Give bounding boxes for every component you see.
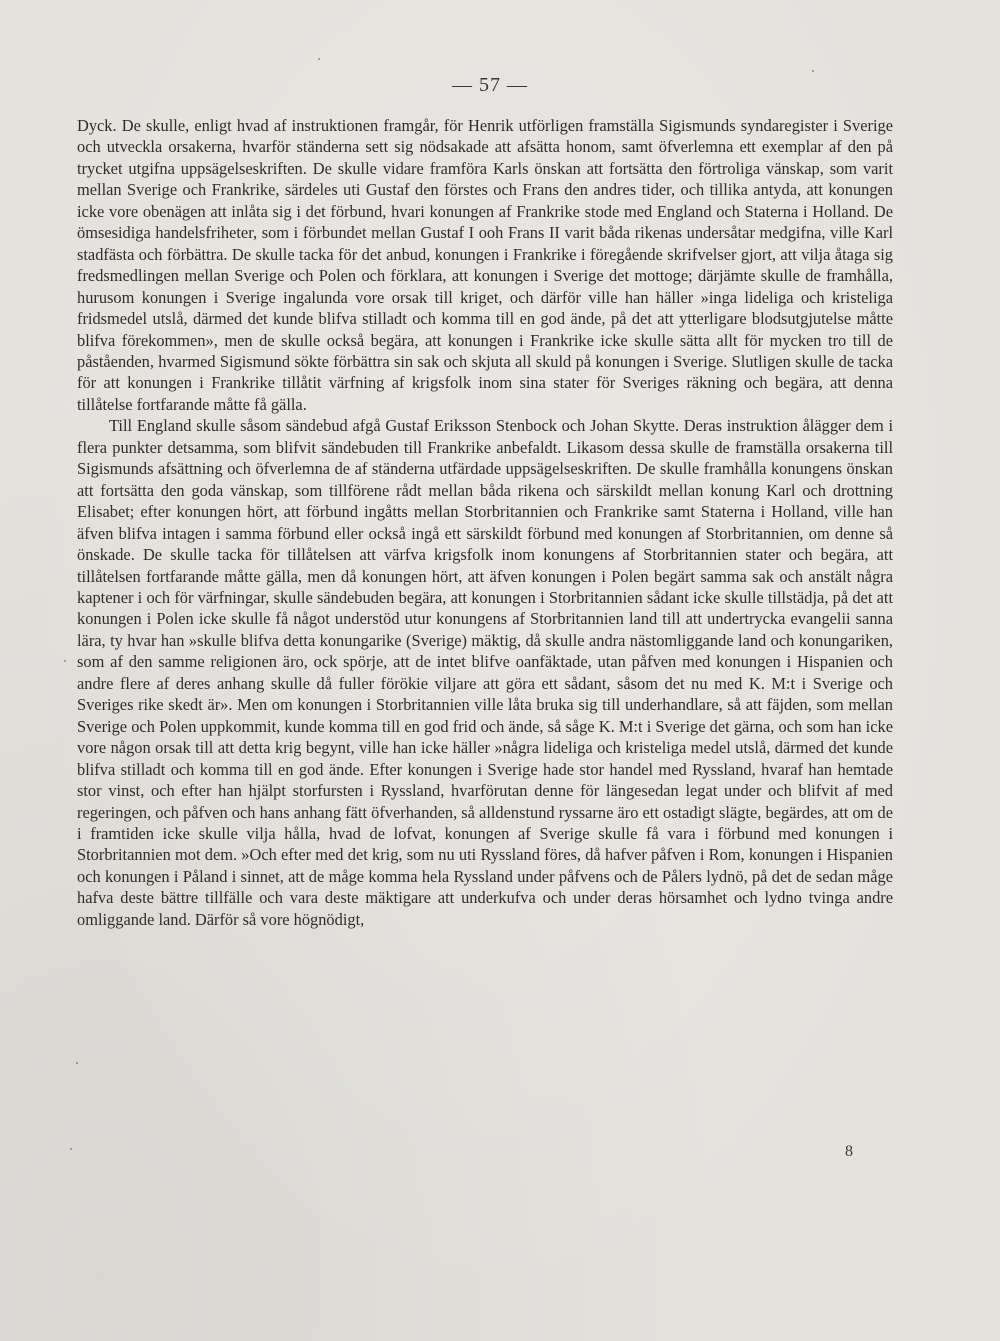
paper-speck bbox=[70, 1148, 72, 1150]
paragraph: Till England skulle såsom sändebud afgå Gustaf Eriksson Stenbock och Johan Skytte. Deras instruktion ålägger dem i flera punkter detsamma, som blifvit sändebuden till Frankrike anbefaldt. Likasom dessa skulle de framställa orsakerna till Sigismunds afsättning och öfverlemna de af ständerna utfärdade uppsägelseskriften. De skulle framhålla konungens önskan att fortsätta den goda vänskap, som tillförene rådt mellan båda rikena och särskildt mellan konung Karl och drottning Elisabet; efter konungen hört, att förbund ingåtts mellan Storbritannien och Frankrike samt Staterna i Holland, ville han äfven blifva intagen i samma förbund eller också ingå ett särskildt förbund med konungen af Storbritannien, om denne så önskade. De skulle tacka för tillåtelsen att värfva krigsfolk inom konungens af Storbritannien stater och begära, att tillåtelsen fortfarande måtte gälla, men då konungen hört, att äfven konungen i Polen begärt samma sak och anstält några kaptener i och för värfningar, skulle sändebuden begära, att konungen i Storbritannien sådant icke skulle tillstädja, på det att konungen i Polen icke skulle få något understöd utur konungens af Storbritannien land till att undertrycka evangelii sanna lära, ty hvar han »skulle blifva detta konungarike (Sverige) mäktig, då skulle andra nästomliggande land och konungariken, som af den samme religionen äro, ock spörje, att de intet blifve oanfäktade, utan påfven med konungen i Hispanien och andre flere af deres anhang skulle då fuller förökie viljare att göra ett sådant, såsom det nu med K. M:t i Sverige och Sveriges rike skedt är». Men om konungen i Storbritannien ville låta bruka sig till underhandlare, så att fäjden, som mellan Sverige och Polen uppkommit, kunde komma till en god frid och ände, så såge K. M:t i Sverige det gärna, och som han icke vore någon orsak till att detta krig begynt, ville han icke häller »några lideliga och kristeliga medel utslå, därmed det kunde blifva stilladt och komma till en god ände. Efter konungen i Sverige hade stor handel med Ryssland, hvaraf han hemtade stor vinst, och efter han hjälpt storfursten i Ryssland, hvarförutan denne för längesedan legat under och blifvit af med regeringen, och påfven och hans anhang fätt öfverhanden, så alldenstund ryssarne äro ett ostadigt slägte, begärdes, att om de i framtiden icke skulle vilja hålla, hvad de lofvat, konungen af Sverige skulle få vara i förbund med konungen i Storbritannien mot dem. »Och efter med det krig, som nu uti Ryssland föres, då hafver påfven i Rom, konungen i Hispanien och konungen i Påland i sinnet, att de måge komma hela Ryssland under påfvens och de Pålers lydnö, på det de sedan måge hafva deste bättre tillfälle och vara deste mäktigare att underkufva och under deras hörsamhet och lydno tvinga andre omliggande land. Därför så vore högnödigt, bbox=[77, 416, 893, 929]
paper-speck bbox=[76, 1062, 78, 1064]
body-text bbox=[77, 115, 893, 930]
paper-speck bbox=[812, 70, 814, 72]
signature-mark: 8 bbox=[845, 1143, 853, 1160]
paragraph: Dyck. De skulle, enligt hvad af instruktionen framgår, för Henrik utförligen framställa Sigismunds syndaregister i Sverige och utveckla orsakerna, hvarför ständerna sett sig nödsakade att afsätta honom, samt öfverlemna ett exemplar af den på trycket utgifna uppsägelseskriften. De skulle vidare framföra Karls önskan att fortsätta den förtroliga vänskap, som varit mellan Sverige och Frankrike, särdeles uti Gustaf den förstes och Frans den andres tider, och tillika antyda, att konungen icke vore obenägen att inlåta sig i det förbund, hvari konungen af Frankrike stode med England och Staterna i Holland. De ömsesidiga handelsfriheter, som i förbundet mellan Gustaf I ooh Frans II varit båda rikenas undersåtar medgifna, ville Karl stadfästa och förbättra. De skulle tacka för det anbud, konungen i Frankrike i föregående skrifvelser gjort, att vilja åtaga sig fredsmedlingen mellan Sverige och Polen och förklara, att konungen i Sverige det mottoge; därjämte skulle de framhålla, hurusom konungen i Sverige ingalunda vore orsak till kriget, och därför ville han häller »inga lideliga och kristeliga fridsmedel utslå, därmed det kunde blifva stilladt och komma till en god ände, på det att ytterligare blodsutgjutelse måtte blifva förekommen», men de skulle också begära, att konungen i Frankrike icke skulle sätta allt för mycken tro till de påståenden, hvarmed Sigismund sökte förbättra sin sak och skjuta all skuld på konungen i Sverige. Slutligen skulle de tacka för att konungen i Frankrike tillåtit värfning af krigsfolk inom sina stater för Sveriges räkning och begära, att denna tillåtelse fortfarande måtte få gälla. bbox=[77, 116, 893, 414]
paper-speck bbox=[64, 660, 66, 662]
paper-speck bbox=[318, 58, 320, 60]
page-number: — 57 — bbox=[452, 74, 528, 96]
